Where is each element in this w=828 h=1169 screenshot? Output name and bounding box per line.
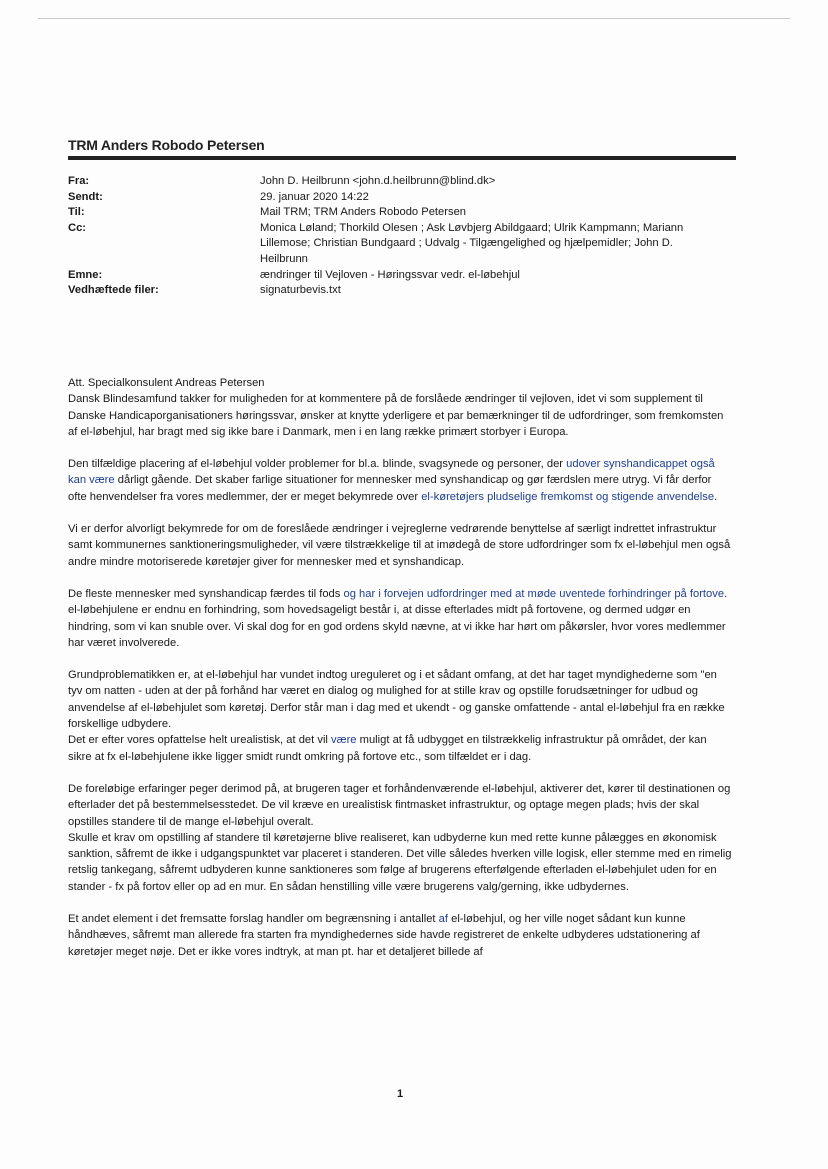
top-divider xyxy=(38,18,790,19)
from-value: John D. Heilbrunn <john.d.heilbrunn@blind.dk> xyxy=(260,175,496,187)
meta-attachments-row xyxy=(68,283,748,299)
subject-label: Emne: xyxy=(68,268,103,281)
paragraph-experience: De foreløbige erfaringer peger derimod på, at brugeren tager et forhåndenværende el-løbehjul, aktiverer det, kører til destinationen og efterlader det på bestemmelsesstedet. De vil kræve en urealistisk fintmasket infrastruktur, og optage megen plads; hvis der skal opstilles standere til de mange el-løbehjul overalt. Skulle et krav om opstilling af standere til køretøjerne blive realiseret, kan udbyderne kun med rette kunne pålægges en økonomisk sanktion, såfremt de ikke i udgangspunktet var placeret i standeren. Det ville således hverken ville logisk, eller stemme med en rimelig retslig tankegang, såfremt udbyderen kunne sanktioneres som følge af brugerens efterfølgende efterladen el-løbehjulet uden for en stander - fx på fortov eller op ad en mur. En sådan henstilling ville være brugerens valg/gerning, ikke udbydernes. xyxy=(68,782,732,893)
cc-value: Monica Løland; Thorkild Olesen ; Ask Løvbjerg Abildgaard; Ulrik Kampmann; Mariann Lillemose; Christian Bundgaard ; Udvalg - Tilgængelighed og hjælpemidler; John D. Heilbrunn xyxy=(260,221,684,265)
sent-value: 29. januar 2020 14:22 xyxy=(260,190,369,203)
meta-cc-row xyxy=(68,221,748,268)
paragraph-core-problem xyxy=(68,667,732,765)
p2-text-c: . xyxy=(714,490,718,503)
to-value: Mail TRM; TRM Anders Robodo Petersen xyxy=(260,206,467,219)
paragraph-pedestrians xyxy=(68,586,732,651)
meta-from-row xyxy=(68,174,748,190)
p4-highlight: og har i forvejen udfordringer med at møde uventede forhindringer på fortove xyxy=(343,587,725,600)
to-label: Til: xyxy=(68,206,85,219)
sent-label: Sendt: xyxy=(68,190,103,203)
meta-sent-row xyxy=(68,190,748,206)
p4-text-a: De fleste mennesker med synshandicap færdes til fods xyxy=(68,587,344,600)
p2-text-a: Den tilfældige placering af el-løbehjul volder problemer for bl.a. blinde, svagsynede og personer, der xyxy=(68,458,567,471)
from-label: Fra: xyxy=(68,175,90,187)
paragraph-intro: Att. Specialkonsulent Andreas Petersen Dansk Blindesamfund takker for muligheden for at kommentere på de forslåede ændringer til vejloven, idet vi som supplement til Danske Handicaporganisationers høringssvar, ønsker at knytte yderligere et par bemærkninger til de udfordringer, som fremkomsten af el-løbehjul, har bragt med sig ikke bare i Danmark, men i en lang række primært storbyer i Europa. xyxy=(68,377,724,438)
attachments-value: signaturbevis.txt xyxy=(260,284,341,297)
email-metadata xyxy=(68,174,748,299)
p2-highlight-a: udover synshandicappet også kan være xyxy=(68,458,715,487)
p7-text-a: Et andet element i det fremsatte forslag handler om begrænsning i antallet xyxy=(68,913,439,926)
p2-highlight-b: el-køretøjers pludselige fremkomst og stigende anvendelse xyxy=(421,490,715,503)
meta-to-row xyxy=(68,205,748,221)
subject-value: ændringer til Vejloven - Høringssvar vedr. el-løbehjul xyxy=(260,268,520,281)
p5-highlight: være xyxy=(331,734,357,747)
page-number: 1 xyxy=(396,1088,404,1100)
paragraph-limitation xyxy=(68,911,732,960)
p7-text-b: el-løbehjul, og her ville noget sådant kun kunne håndhæves, såfremt man allerede fra starten fra myndighedernes side havde registreret de enkelte udbyderes udstationering af køretøjer meget nøje. Det er ikke vores indtryk, at man pt. har et detaljeret billede af xyxy=(68,913,700,958)
cc-label: Cc: xyxy=(68,221,87,234)
paragraph-placement xyxy=(68,456,732,505)
p4-text-b: . el-løbehjulene er endnu en forhindring, som hovedsageligt består i, at disse efterlades midt på fortovene, og dermed udgør en hindring, som vi kan snuble over. Vi skal dog for en god ordens skyld nævne, at vi ikke har hørt om påkørsler, hvor vores medlemmer har været involverede. xyxy=(68,587,728,649)
meta-subject-row xyxy=(68,268,748,284)
p5-text-a: Grundproblematikken er, at el-løbehjul har vundet indtog ureguleret og i et sådant omfang, at det har taget myndighederne som "en tyv om natten - uden at der på forhånd har været en dialog og mulighed for at stille krav og opstille forudsætninger for udbud og anvendelse af el-løbehjulet som køretøj. Derfor står man i dag med et ukendt - og ganske omfattende - antal el-løbehjul fra en række forskellige udbydere. Det er efter vores opfattelse helt urealistisk, at det vil xyxy=(68,669,725,747)
header-divider xyxy=(68,156,736,160)
paragraph-concern: Vi er derfor alvorligt bekymrede for om de foreslåede ændringer i vejreglerne vedrørende benyttelse af særligt indrettet infrastruktur samt kommunernes sanktioneringsmuligheder, vil være tilstrækkelige til at imødegå de store udfordringer som fx el-løbehjul men også andre mindre motoriserede køretøjer giver for mennesker med et synshandicap. xyxy=(68,523,731,568)
p5-text-b: muligt at få udbygget en tilstrækkelig infrastruktur på området, der kan sikre at fx el-løbehjulene ikke ligger smidt rundt omkring på fortove etc., som tilfældet er i dag. xyxy=(68,734,707,763)
p2-text-b: dårligt gående. Det skaber farlige situationer for mennesker med synshandicap og gør færdslen mere utryg. Vi får derfor ofte henvendelser fra vores medlemmer, der er meget bekymrede over xyxy=(68,474,712,503)
sender-name: TRM Anders Robodo Petersen xyxy=(68,137,265,153)
p7-highlight: af xyxy=(438,913,448,926)
letter-body xyxy=(68,375,732,976)
attachments-label: Vedhæftede filer: xyxy=(68,284,159,297)
